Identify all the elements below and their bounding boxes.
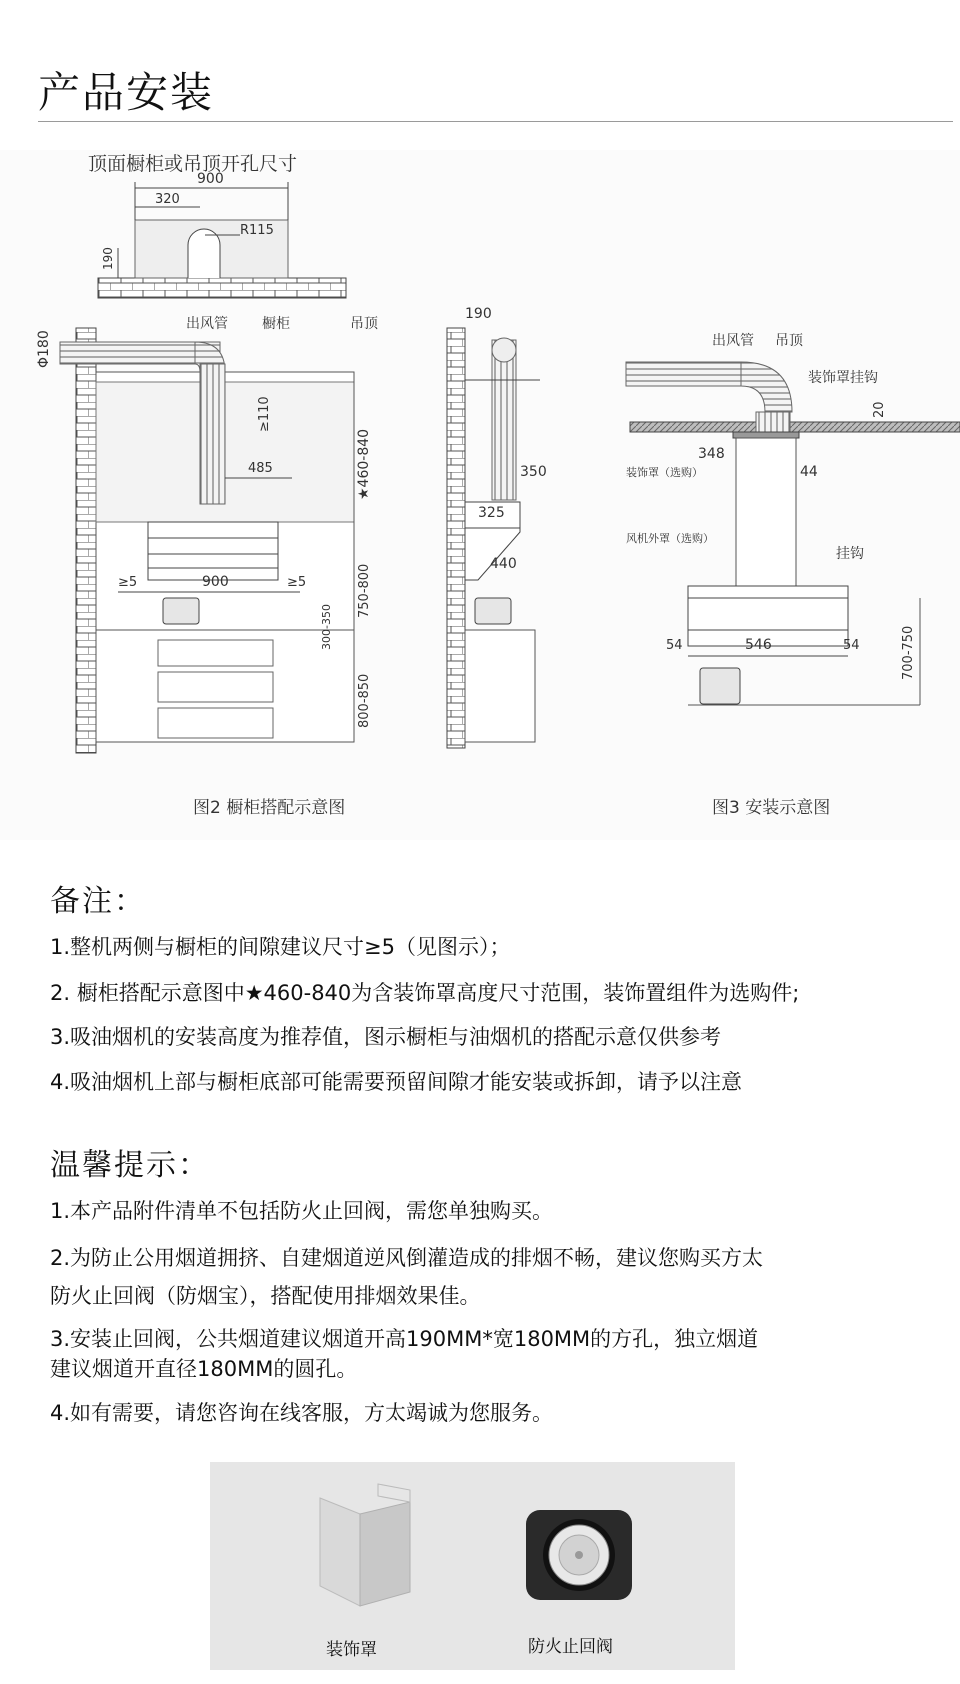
- fig3-label-cover-hook: 装饰罩挂钩: [808, 370, 878, 386]
- figure3-installation-diagram: [626, 333, 960, 818]
- label-range-star: ★460-840: [356, 428, 372, 500]
- side-profile-diagram: [447, 306, 547, 748]
- page-title: 产品安装: [38, 68, 215, 117]
- fig3-label-54-right: 54: [843, 638, 860, 653]
- label-800-850: 800-850: [357, 673, 372, 728]
- wall-left: [76, 328, 96, 753]
- label-duct-dia: Φ180: [36, 330, 52, 368]
- label-gap-right: ≥5: [287, 575, 307, 590]
- fire-check-valve-image: [520, 1502, 638, 1606]
- figure2-caption: 图2 橱柜搭配示意图: [193, 798, 346, 818]
- notes-heading: 备注：: [50, 884, 146, 919]
- tip-item-3-cont: 建议烟道开直径180MM的圆孔。: [50, 1357, 358, 1381]
- part-label-cover: 装饰罩: [326, 1640, 377, 1660]
- label-300-350: 300-350: [320, 604, 333, 650]
- installation-diagrams: [0, 150, 960, 840]
- fig3-label-fan-cover: 风机外罩（选购）: [626, 532, 714, 545]
- side-duct: [492, 340, 516, 500]
- label-485: 485: [248, 461, 273, 476]
- label-side-350: 350: [520, 464, 547, 480]
- label-duct: 出风管: [186, 316, 228, 332]
- part-label-valve: 防火止回阀: [528, 1637, 613, 1657]
- tip-item-1: 1.本产品附件清单不包括防火止回阀，需您单独购买。: [50, 1199, 554, 1223]
- label-side-190: 190: [465, 306, 492, 322]
- figure2-cabinet-diagram: [36, 315, 379, 818]
- installation-diagram-panel: [0, 150, 960, 840]
- fig3-duct-horizontal: [626, 362, 741, 386]
- dim-190-left: 190: [101, 247, 115, 270]
- fig3-label-348: 348: [698, 446, 725, 462]
- fig3-cover: [736, 438, 796, 588]
- label-gap-top: ≥110: [257, 396, 272, 432]
- duct-vertical: [200, 364, 225, 504]
- fig3-label-hook: 挂钩: [836, 546, 864, 562]
- label-gap-left: ≥5: [118, 575, 138, 590]
- dim-r115: R115: [240, 223, 274, 238]
- tip-item-4: 4.如有需要，请您咨询在线客服，方太竭诚为您服务。: [50, 1401, 554, 1425]
- ceiling-slab: [630, 422, 960, 432]
- side-hood: [465, 528, 520, 580]
- cutout-arch: [188, 229, 220, 278]
- label-750-800: 750-800: [357, 563, 372, 618]
- note-item-4: 4.吸油烟机上部与橱柜底部可能需要预留间隙才能安装或拆卸，请予以注意: [50, 1070, 743, 1094]
- note-item-2: 2. 橱柜搭配示意图中★460-840为含装饰罩高度尺寸范围，装饰置组件为选购件;: [50, 981, 800, 1005]
- label-cabinet: 橱柜: [262, 316, 290, 332]
- tip-item-2-cont: 防火止回阀（防烟宝），搭配使用排烟效果佳。: [50, 1284, 481, 1308]
- dim-900-top: 900: [197, 171, 224, 187]
- note-item-1: 1.整机两侧与橱柜的间隙建议尺寸≥5（见图示）；: [50, 935, 511, 959]
- figure1-cutout-diagram: [88, 153, 346, 298]
- label-ceiling: 吊顶: [350, 316, 378, 332]
- pot: [163, 598, 199, 624]
- figure1-caption: 顶面橱柜或吊顶开孔尺寸: [88, 153, 298, 175]
- tip-item-2: 2.为防止公用烟道拥挤、自建烟道逆风倒灌造成的排烟不畅，建议您购买方太: [50, 1246, 764, 1270]
- fig3-label-cover: 装饰罩（选购）: [626, 466, 703, 479]
- note-item-3: 3.吸油烟机的安装高度为推荐值，图示橱柜与油烟机的搭配示意仅供参考: [50, 1025, 722, 1049]
- decorative-cover-image: [308, 1480, 418, 1608]
- fig3-label-ceiling: 吊顶: [775, 333, 803, 349]
- label-side-440: 440: [490, 556, 517, 572]
- label-hood-width: 900: [202, 574, 229, 590]
- label-side-325: 325: [478, 505, 505, 521]
- hood-body: [148, 522, 278, 580]
- tips-heading: 温馨提示：: [50, 1148, 210, 1183]
- fig3-label-546: 546: [745, 637, 772, 653]
- accessories-panel: [210, 1462, 735, 1670]
- fig3-label-44: 44: [800, 464, 818, 480]
- dim-320: 320: [155, 192, 180, 207]
- ceiling-brick-row: [98, 278, 346, 298]
- side-wall: [447, 328, 465, 748]
- figure3-caption: 图3 安装示意图: [712, 798, 831, 818]
- tip-item-3: 3.安装止回阀，公共烟道建议烟道开高190MM*宽180MM的方孔，独立烟道: [50, 1327, 759, 1351]
- fig3-label-duct: 出风管: [712, 333, 754, 349]
- fig3-label-54-left: 54: [666, 638, 683, 653]
- title-divider: [38, 121, 953, 122]
- fig3-label-700-750: 700-750: [901, 625, 916, 680]
- fig3-label-20: 20: [872, 401, 887, 418]
